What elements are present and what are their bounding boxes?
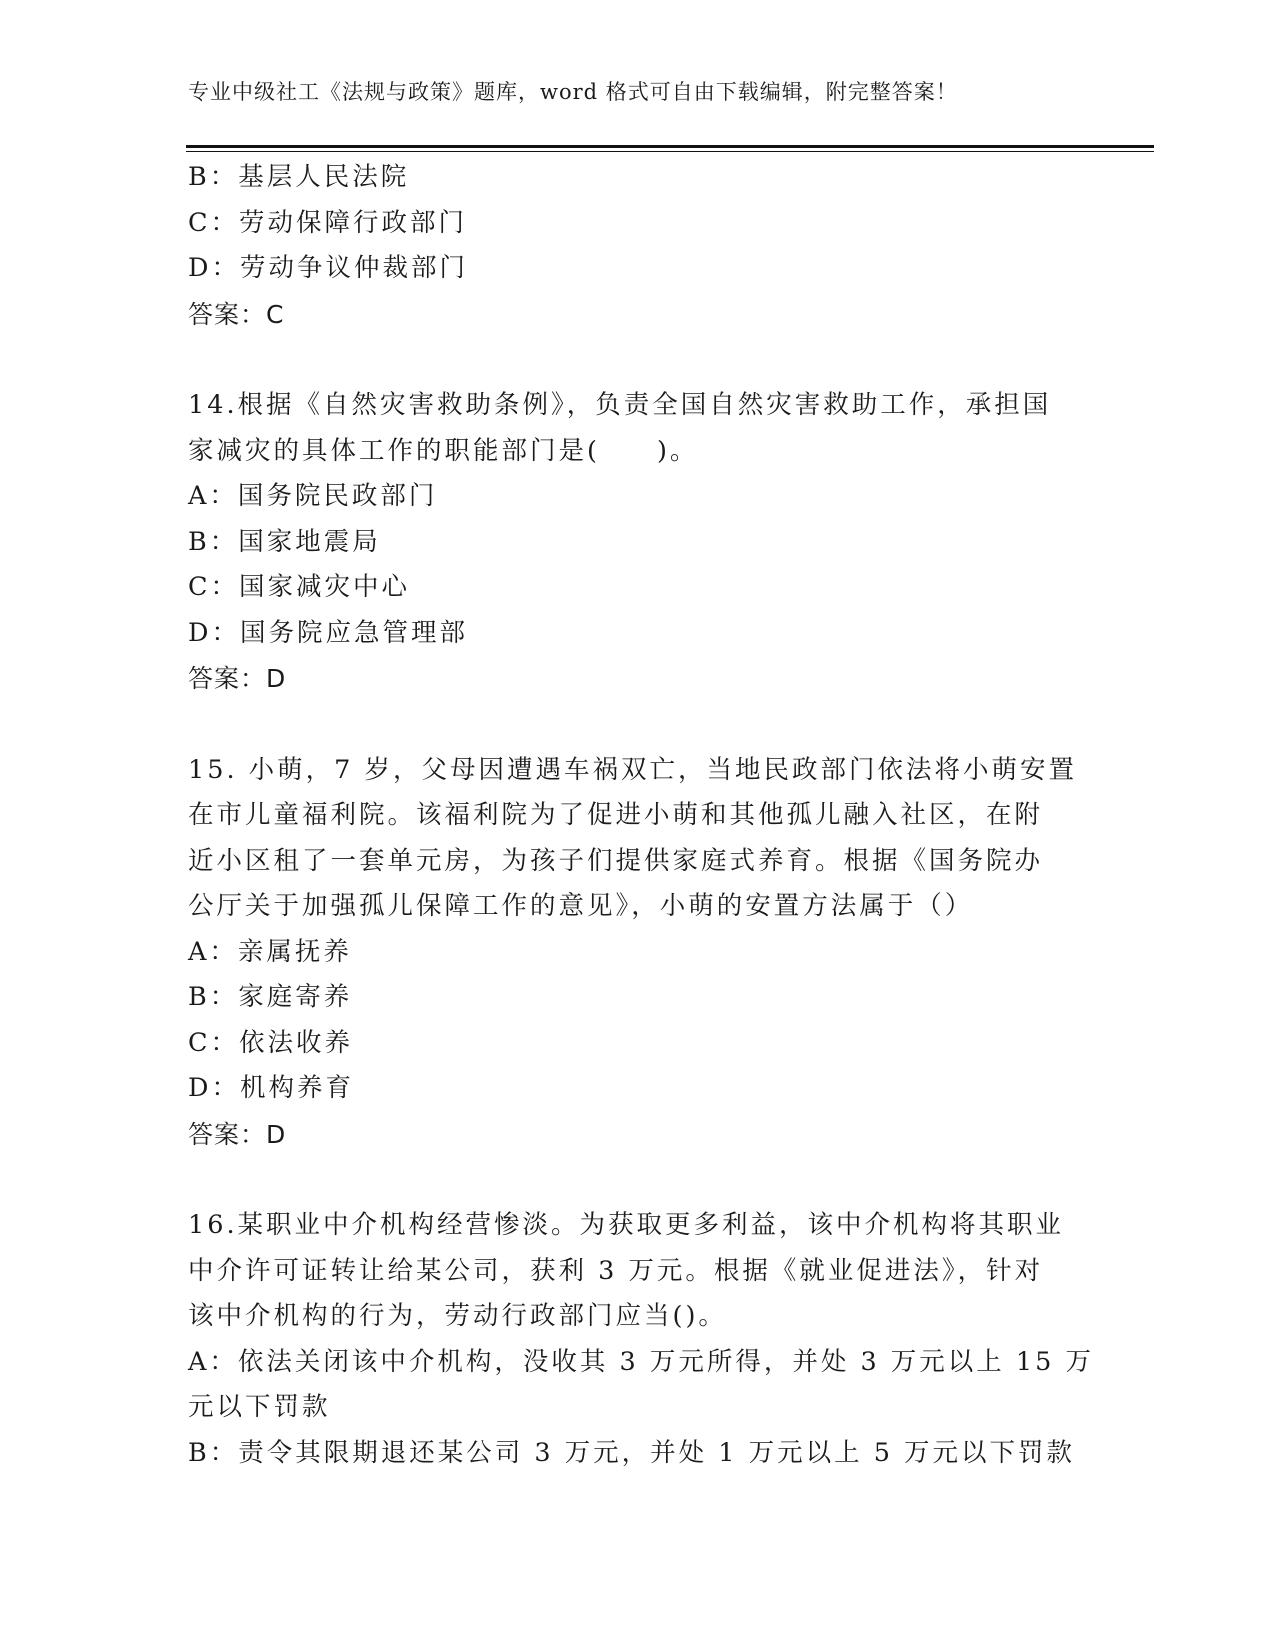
option-a-continued: 元以下罚款	[188, 1392, 331, 1422]
spacer	[188, 1157, 1088, 1203]
option-d: D：劳动争议仲裁部门	[188, 253, 468, 283]
question-16-line-1: 16.某职业中介机构经营惨淡。为获取更多利益，该中介机构将其职业	[188, 1210, 1065, 1240]
header-rule-thin	[186, 151, 1154, 152]
option-a: A：依法关闭该中介机构，没收其 3 万元所得，并处 3 万元以上 15 万	[188, 1346, 1094, 1377]
option-c: C：国家减灾中心	[188, 572, 411, 602]
spacer	[188, 702, 1088, 748]
option-a: A：国务院民政部门	[188, 481, 438, 511]
spacer	[188, 337, 1088, 383]
option-b: B：基层人民法院	[188, 162, 410, 192]
option-c: C：劳动保障行政部门	[188, 207, 468, 238]
option-d: D：机构养育	[188, 1073, 354, 1103]
option-b: B：责令其限期退还某公司 3 万元，并处 1 万元以上 5 万元以下罚款	[188, 1437, 1076, 1468]
option-b: B：国家地震局	[188, 526, 381, 557]
option-b: B：家庭寄养	[188, 982, 353, 1012]
answer-line: 答案：D	[188, 1119, 287, 1149]
question-16-line-3: 该中介机构的行为，劳动行政部门应当()。	[188, 1301, 727, 1331]
question-15-line-1: 15. 小萌，7 岁，父母因遭遇车祸双亡，当地民政部门依法将小萌安置	[188, 754, 1077, 785]
option-a: A：亲属抚养	[188, 936, 352, 967]
answer-line: 答案：C	[188, 299, 285, 329]
option-d: D：国务院应急管理部	[188, 617, 468, 648]
question-16-line-2: 中介许可证转让给某公司，获利 3 万元。根据《就业促进法》，针对	[188, 1255, 1044, 1286]
page-header: 专业中级社工《法规与政策》题库，word 格式可自由下载编辑，附完整答案！	[188, 80, 958, 104]
question-15-line-4: 公厅关于加强孤儿保障工作的意见》，小萌的安置方法属于（）	[188, 891, 974, 921]
question-15-line-3: 近小区租了一套单元房，为孩子们提供家庭式养育。根据《国务院办	[188, 845, 1044, 876]
question-content	[188, 155, 1094, 1476]
answer-line: 答案：D	[188, 664, 287, 693]
question-15-line-2: 在市儿童福利院。该福利院为了促进小萌和其他孤儿融入社区，在附	[188, 800, 1044, 830]
question-14-line-1: 14.根据《自然灾害救助条例》，负责全国自然灾害救助工作，承担国	[188, 390, 1052, 420]
option-c: C：依法收养	[188, 1027, 354, 1058]
header-rule-thick	[186, 145, 1154, 148]
question-14-line-2: 家减灾的具体工作的职能部门是( )。	[188, 435, 699, 466]
